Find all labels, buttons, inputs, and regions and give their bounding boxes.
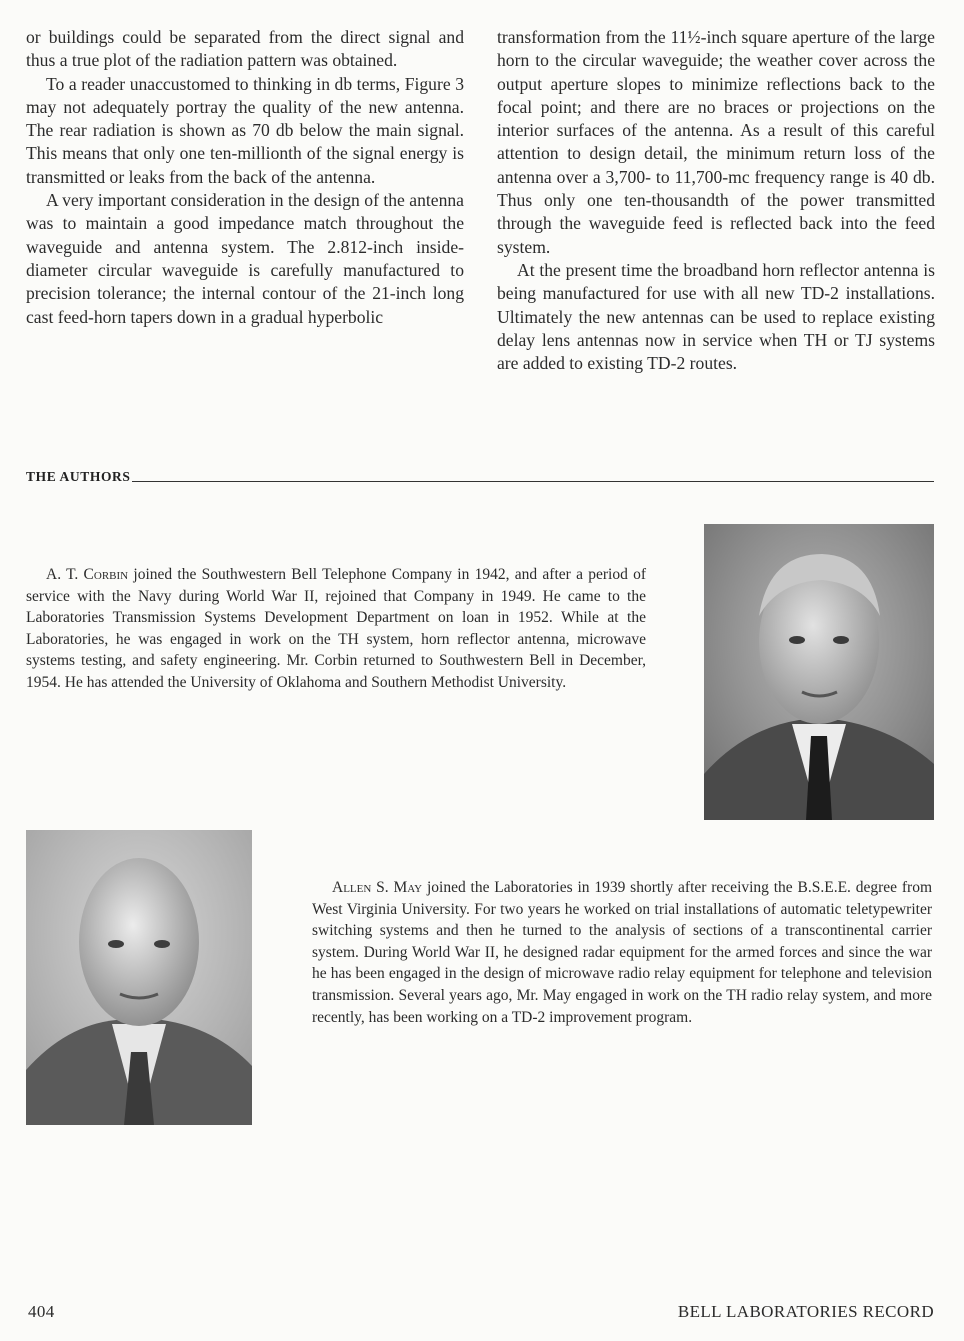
paragraph: At the present time the broadband horn reflector antenna is being manufactured for use with all new TD-2 installations. Ultimately the new antennas can be used to replace existing delay lens antennas now in service when TH or TJ systems are added to existing TD-2 routes. — [497, 259, 935, 374]
authors-heading: THE AUTHORS — [26, 469, 131, 484]
bio-text: joined the Laboratories in 1939 shortly after receiving the B.S.E.E. degree from West Virginia University. For two years he worked on trial installations of automatic teletypewriter switching systems and then he turned to the analysis of sections of a transcontinental carrier system. During World War II, he designed radar equipment for the armed forces and since the war he has been engaged in the design of microwave radio relay equipment for telephone and television transmission. Several years ago, Mr. May engaged in work on the TH radio relay system, and more recently, has been working on a TD-2 improvement program. — [312, 879, 933, 1026]
journal-name: BELL LABORATORIES RECORD — [677, 1302, 934, 1321]
body-column-right — [497, 26, 935, 375]
author-photo-may — [26, 830, 252, 1125]
author-photo-corbin — [704, 524, 934, 820]
body-column-left — [26, 26, 464, 329]
author-bio-corbin — [26, 564, 646, 694]
section-rule — [132, 481, 934, 482]
authors-section-header — [26, 464, 934, 484]
author-name-corbin: A. T. Corbin — [46, 566, 129, 583]
bio-text: joined the Southwestern Bell Telephone Company in 1942, and after a period of service with the Navy during World War II, rejoined that Company in 1949. He came to the Laboratories Transmission Systems Development Department on loan in 1952. While at the Laboratories, he was engaged in work on the TH system, horn reflector antenna, microwave systems testing, and safety engineering. Mr. Corbin returned to Southwestern Bell in December, 1954. He has attended the University of Oklahoma and Southern Methodist University. — [26, 566, 647, 691]
paragraph: A very important consideration in the design of the antenna was to maintain a good impedance match throughout the waveguide and antenna system. The 2.812-inch inside-diameter circular waveguide is carefully manufactured to precision tolerance; the internal contour of the 21-inch long cast feed-horn tapers down in a gradual hyperbolic — [26, 190, 464, 327]
author-name-may: Allen S. May — [332, 879, 423, 896]
paragraph: transformation from the 11½-inch square aperture of the large horn to the circular waveguide; the weather cover across the output aperture slopes to minimize reflections back to the focal point; and there are no braces or projections on the interior surfaces of the antenna. As a result of this careful attention to design detail, the minimum return loss of the antenna over a 3,700- to 11,700-mc frequency range is 40 db. Thus only one ten-thousandth of the power transmitted through the waveguide feed is reflected back into the feed system. — [497, 27, 935, 257]
paragraph: To a reader unaccustomed to thinking in db terms, Figure 3 may not adequately portray the quality of the new antenna. The rear radiation is shown as 70 db below the main signal. This means that only one ten-millionth of the signal energy is transmitted or leaks from the back of the antenna. — [26, 73, 464, 187]
paragraph: or buildings could be separated from the direct signal and thus a true plot of the radiation pattern was obtained. — [26, 27, 464, 71]
author-bio-may — [312, 877, 932, 1028]
page-number: 404 — [28, 1302, 55, 1321]
